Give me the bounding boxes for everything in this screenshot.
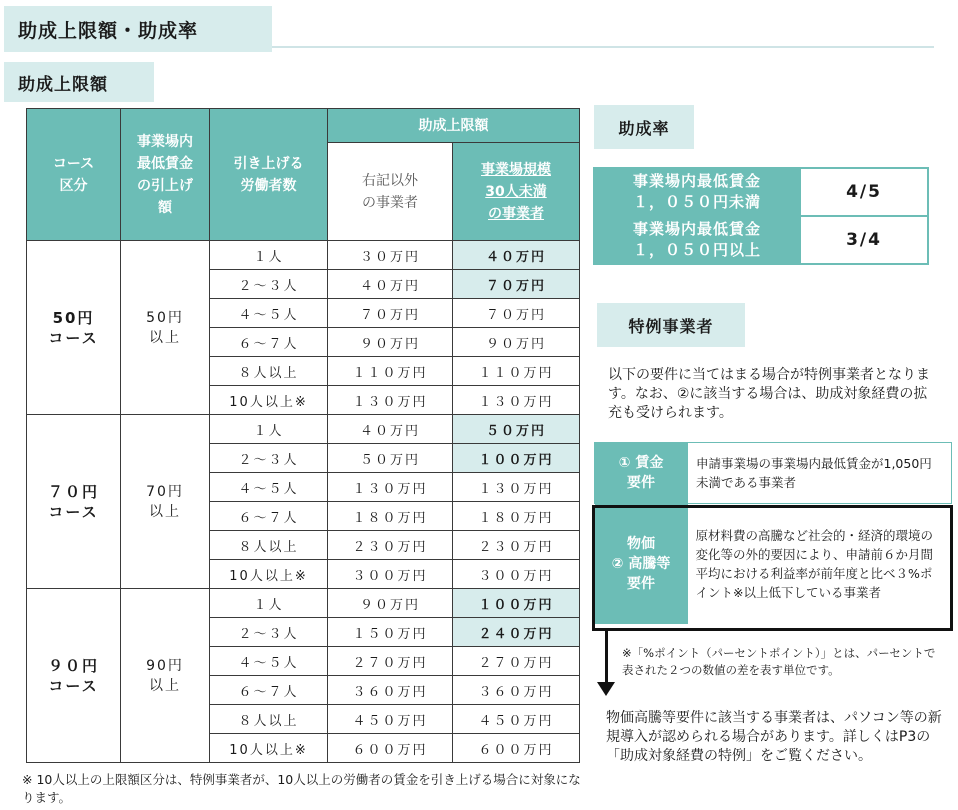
header-workers: 引き上げる 労働者数 xyxy=(210,109,328,241)
workers-count: 10人以上※ xyxy=(210,386,328,415)
workers-count: ８人以上 xyxy=(210,357,328,386)
limit-other-business: １３０万円 xyxy=(328,386,453,415)
minwage-raise: 70円 以上 xyxy=(121,415,210,589)
header-grant-limit: 助成上限額 xyxy=(328,109,580,143)
rate-value: 3/4 xyxy=(800,216,928,264)
rate-label: 事業場内最低賃金 １，０５０円以上 xyxy=(594,216,800,264)
requirement-label-price: 物価 ② 高騰等 要件 xyxy=(595,504,688,625)
workers-count: １人 xyxy=(210,415,328,444)
workers-count: １人 xyxy=(210,241,328,270)
workers-count: ８人以上 xyxy=(210,705,328,734)
limit-small-business: ５０万円 xyxy=(453,415,580,444)
minwage-raise: 90円 以上 xyxy=(121,589,210,763)
limit-small-business: ３００万円 xyxy=(453,560,580,589)
limit-other-business: ３６０万円 xyxy=(328,676,453,705)
limit-small-business: １００万円 xyxy=(453,589,580,618)
section-title-special: 特例事業者 xyxy=(597,303,745,347)
limit-other-business: ３０万円 xyxy=(328,241,453,270)
grant-rate-table xyxy=(593,167,929,265)
workers-count: ４～５人 xyxy=(210,473,328,502)
requirement-text-wage: 申請事業場の事業場内最低賃金が1,050円未満である事業者 xyxy=(688,443,952,504)
section-title-limit: 助成上限額 xyxy=(4,62,154,102)
limit-small-business: １１０万円 xyxy=(453,357,580,386)
limit-small-business: ２７０万円 xyxy=(453,647,580,676)
special-expense-note: 物価高騰等要件に該当する事業者は、パソコン等の新規導入が認められる場合があります。詳しくはP3の「助成対象経費の特例」をご覧ください。 xyxy=(606,710,942,764)
limit-other-business: ４５０万円 xyxy=(328,705,453,734)
header-course: コース 区分 xyxy=(27,109,121,241)
workers-count: ４～５人 xyxy=(210,299,328,328)
limit-small-business: ４５０万円 xyxy=(453,705,580,734)
grant-table-footnote: ※ 10人以上の上限額区分は、特例事業者が、10人以上の労働者の賃金を引き上げる場合に対象になります。 xyxy=(22,772,581,805)
requirement-row xyxy=(595,443,952,504)
workers-count: １人 xyxy=(210,589,328,618)
course-name: ７０円 コース xyxy=(27,415,121,589)
workers-count: 10人以上※ xyxy=(210,734,328,763)
limit-small-business: １３０万円 xyxy=(453,386,580,415)
workers-count: ６～７人 xyxy=(210,502,328,531)
workers-count: ２～３人 xyxy=(210,444,328,473)
limit-small-business: ９０万円 xyxy=(453,328,580,357)
requirement-text-price: 原材料費の高騰など社会的・経済的環境の変化等の外的要因により、申請前６か月間平均における利益率が前年度と比べ３%ポイント※以上低下している事業者 xyxy=(688,504,952,625)
header-minwage-raise: 事業場内 最低賃金 の引上げ 額 xyxy=(121,109,210,241)
table-row xyxy=(27,589,580,618)
limit-other-business: １３０万円 xyxy=(328,473,453,502)
limit-other-business: ９０万円 xyxy=(328,328,453,357)
limit-other-business: １１０万円 xyxy=(328,357,453,386)
rate-label: 事業場内最低賃金 １，０５０円未満 xyxy=(594,168,800,216)
limit-other-business: ４０万円 xyxy=(328,415,453,444)
course-name: 50円 コース xyxy=(27,241,121,415)
header-small-business: 事業場規模 30人未満 の事業者 xyxy=(453,143,580,241)
limit-small-business: １３０万円 xyxy=(453,473,580,502)
workers-count: ２～３人 xyxy=(210,270,328,299)
header-other-business: 右記以外 の事業者 xyxy=(328,143,453,241)
page-title: 助成上限額・助成率 xyxy=(4,6,272,52)
limit-small-business: １８０万円 xyxy=(453,502,580,531)
limit-other-business: ９０万円 xyxy=(328,589,453,618)
limit-other-business: １５０万円 xyxy=(328,618,453,647)
limit-other-business: ４０万円 xyxy=(328,270,453,299)
workers-count: ２～３人 xyxy=(210,618,328,647)
special-description: 以下の要件に当てはまる場合が特例事業者となります。なお、②に該当する場合は、助成対象経費の拡充も受けられます。 xyxy=(608,367,930,421)
down-arrow-icon xyxy=(605,631,608,683)
arrow-head-icon xyxy=(597,682,615,696)
limit-small-business: ２４０万円 xyxy=(453,618,580,647)
workers-count: ６～７人 xyxy=(210,676,328,705)
limit-other-business: １８０万円 xyxy=(328,502,453,531)
grant-limit-table xyxy=(26,108,580,763)
table-row xyxy=(27,415,580,444)
workers-count: 10人以上※ xyxy=(210,560,328,589)
rate-row xyxy=(594,168,928,216)
workers-count: ６～７人 xyxy=(210,328,328,357)
limit-small-business: ７０万円 xyxy=(453,299,580,328)
limit-other-business: ２７０万円 xyxy=(328,647,453,676)
limit-small-business: ３６０万円 xyxy=(453,676,580,705)
price-requirement-outline xyxy=(592,505,953,631)
requirement-label-wage: ① 賃金 要件 xyxy=(595,443,688,504)
section-title-rate: 助成率 xyxy=(594,105,694,149)
limit-other-business: ３００万円 xyxy=(328,560,453,589)
course-name: ９０円 コース xyxy=(27,589,121,763)
limit-other-business: ２３０万円 xyxy=(328,531,453,560)
rate-value: 4/5 xyxy=(800,168,928,216)
limit-other-business: ６００万円 xyxy=(328,734,453,763)
limit-small-business: １００万円 xyxy=(453,444,580,473)
title-divider xyxy=(272,46,934,48)
table-row xyxy=(27,241,580,270)
workers-count: ８人以上 xyxy=(210,531,328,560)
minwage-raise: 50円 以上 xyxy=(121,241,210,415)
limit-small-business: ７０万円 xyxy=(453,270,580,299)
limit-other-business: ７０万円 xyxy=(328,299,453,328)
rate-row xyxy=(594,216,928,264)
workers-count: ４～５人 xyxy=(210,647,328,676)
limit-small-business: ４０万円 xyxy=(453,241,580,270)
percent-point-note: ※「%ポイント（パーセントポイント）」とは、パーセントで表された２つの数値の差を表す単位です。 xyxy=(622,646,936,677)
limit-other-business: ５０万円 xyxy=(328,444,453,473)
limit-small-business: ２３０万円 xyxy=(453,531,580,560)
limit-small-business: ６００万円 xyxy=(453,734,580,763)
